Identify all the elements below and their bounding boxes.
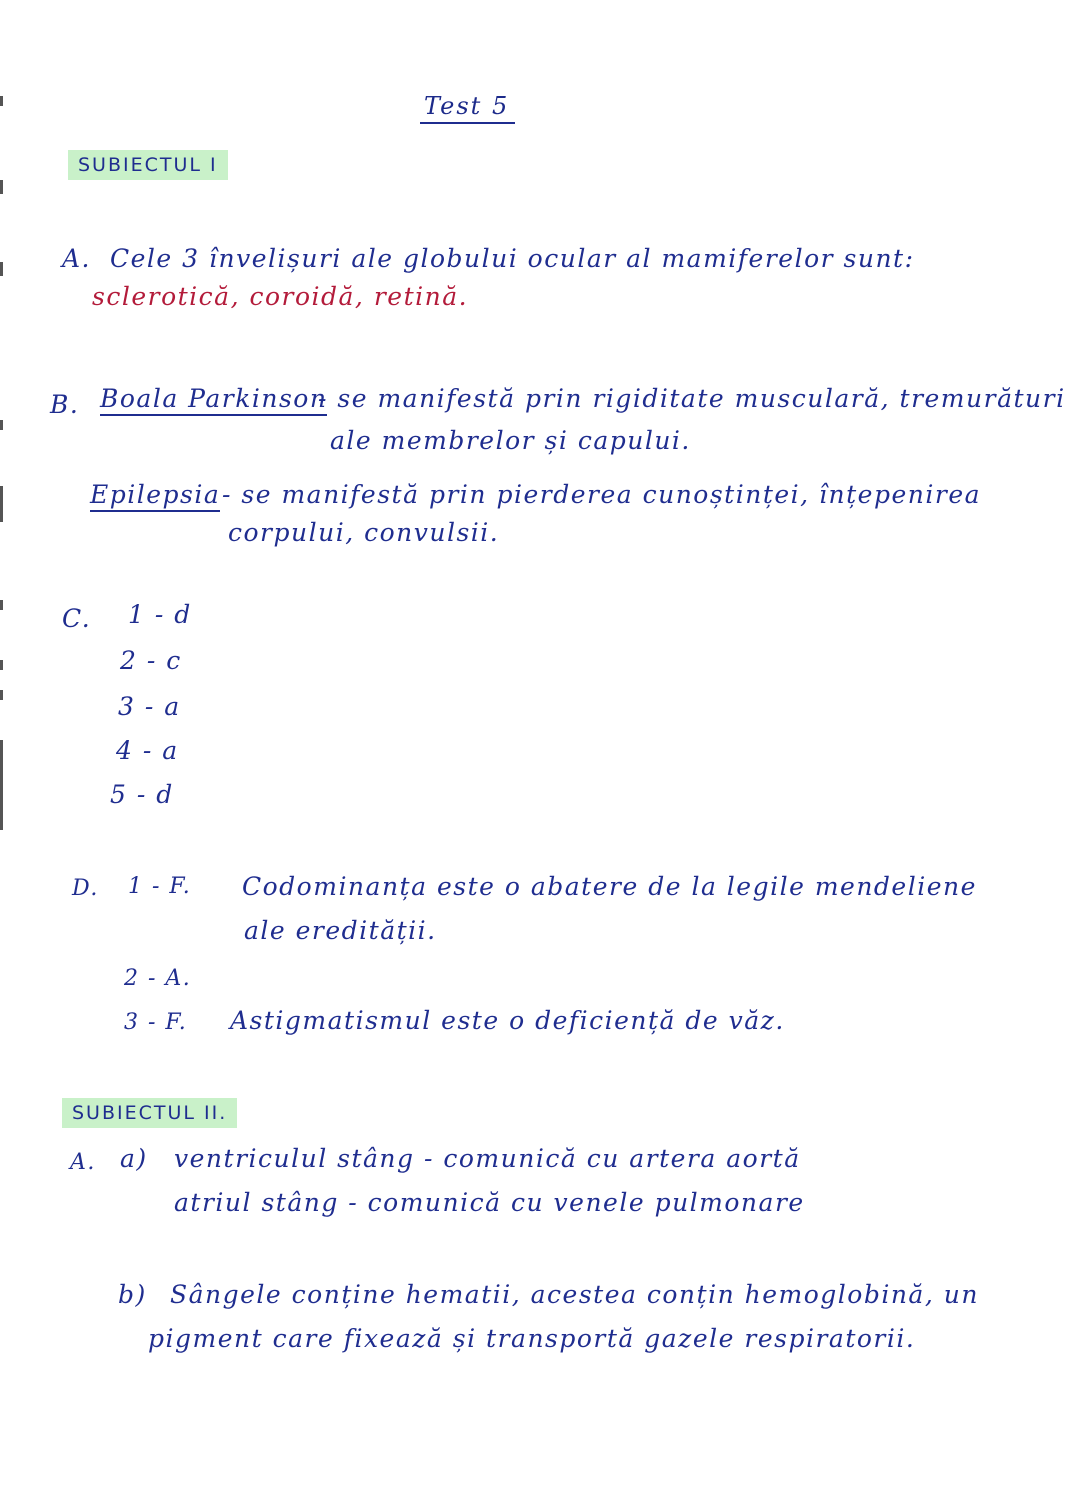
- item-2a-b-line-2: pigment care fixează și transportă gazele respiratorii.: [148, 1324, 916, 1353]
- item-b-term-parkinson: [100, 384, 327, 413]
- item-d-label: D.: [72, 876, 99, 901]
- item-b-line-1b: ale membrelor și capului.: [330, 426, 691, 455]
- item-2a-b-line-1: Sângele conține hematii, acestea conțin hemoglobină, un: [170, 1280, 979, 1309]
- edge-mark: [0, 660, 3, 670]
- item-b-line-2b: corpului, convulsii.: [228, 518, 500, 547]
- item-d-1-text: Codominanța este o abatere de la legile mendeliene: [242, 872, 977, 901]
- item-b-term-epilepsy: [90, 480, 220, 509]
- item-c-answer: 3 - a: [118, 692, 181, 721]
- item-d-1-text-2: ale eredității.: [244, 916, 437, 945]
- term-epilepsy: Epilepsia: [90, 480, 220, 512]
- item-b-line-1: - se manifestă prin rigiditate musculară, tremurături: [318, 384, 1066, 413]
- item-2a-a-line-2: atriul stâng - comunică cu venele pulmonare: [174, 1188, 805, 1217]
- item-c-answer: 2 - c: [120, 646, 182, 675]
- item-c-label: C.: [62, 604, 92, 633]
- edge-mark: [0, 486, 3, 522]
- edge-mark: [0, 262, 3, 276]
- item-b-line-2: - se manifestă prin pierderea cunoștinței, înțepenirea: [222, 480, 982, 509]
- item-c-answer: 1 - d: [128, 600, 192, 629]
- item-a-label: A.: [62, 244, 92, 273]
- edge-mark: [0, 180, 3, 194]
- item-b-label: B.: [50, 390, 80, 419]
- edge-mark: [0, 420, 3, 430]
- section-heading-subject-2: SUBIECTUL II.: [62, 1098, 237, 1128]
- edge-mark: [0, 96, 3, 106]
- item-d-1-verdict: 1 - F.: [128, 874, 192, 899]
- item-a-line-1: Cele 3 învelișuri ale globului ocular al mamiferelor sunt:: [110, 244, 915, 273]
- page-title: Test 5: [420, 92, 515, 124]
- term-parkinson: Boala Parkinson: [100, 384, 327, 416]
- edge-mark: [0, 690, 3, 700]
- item-2a-label: A.: [70, 1150, 96, 1175]
- item-2a-a-label: a): [120, 1144, 148, 1173]
- item-c-answer: 5 - d: [110, 780, 174, 809]
- edge-mark: [0, 600, 3, 610]
- item-c-answer: 4 - a: [116, 736, 179, 765]
- item-a-answer: sclerotică, coroidă, retină.: [92, 282, 469, 311]
- edge-mark: [0, 740, 3, 830]
- item-d-3-verdict: 3 - F.: [124, 1010, 188, 1035]
- item-2a-a-line-1: ventriculul stâng - comunică cu artera aortă: [174, 1144, 801, 1173]
- item-d-3-text: Astigmatismul este o deficiență de văz.: [230, 1006, 785, 1035]
- item-d-2-verdict: 2 - A.: [124, 966, 192, 991]
- item-2a-b-label: b): [118, 1280, 147, 1309]
- section-heading-subject-1: SUBIECTUL I: [68, 150, 228, 180]
